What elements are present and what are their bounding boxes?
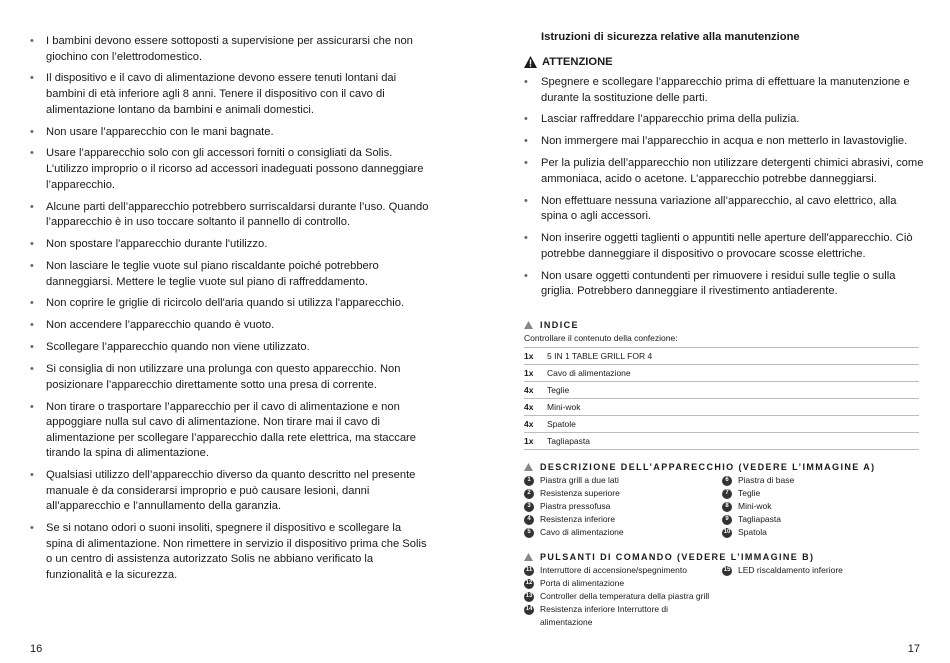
description-heading-label: DESCRIZIONE DELL’APPARECCHIO (VEDERE L’IMMAGINE A)	[540, 462, 876, 472]
number-badge: 3	[524, 502, 534, 512]
maintenance-bullet-list	[524, 75, 924, 306]
table-row	[524, 433, 919, 450]
contents-table	[524, 347, 919, 450]
qty-cell: 4x	[524, 416, 547, 433]
list-item: • Qualsiasi utilizzo dell’apparecchio diverso da quanto descritto nel presente manuale è da considerarsi improprio e può causare lesioni, danni all’apparecchio e l’annullamento della garanzia.	[30, 468, 430, 515]
list-item: • Alcune parti dell’apparecchio potrebbero surriscaldarsi durante l’uso. Quando l’apparecchio è in uso toccare soltanto il pannello di controllo.	[30, 200, 430, 231]
page-number: 17	[907, 643, 920, 655]
control-label: LED riscaldamento inferiore	[738, 565, 843, 575]
list-item: • I bambini devono essere sottoposti a supervisione per assicurarsi che non giochino con l’elettrodomestico.	[30, 34, 430, 65]
list-item: • Il dispositivo e il cavo di alimentazione devono essere tenuti lontani dai bambini di età inferiore agli 8 anni. Tenere il dispositivo con il cavo di alimentazione lontano da bambini e animali domestici.	[30, 71, 430, 118]
list-item	[722, 474, 922, 487]
list-item	[722, 513, 922, 526]
number-badge: 2	[524, 489, 534, 499]
qty-cell: 4x	[524, 399, 547, 416]
number-badge: 4	[524, 515, 534, 525]
number-badge: 13	[524, 592, 534, 602]
number-badge: 8	[722, 502, 732, 512]
triangle-icon	[524, 553, 533, 561]
number-badge: 14	[524, 605, 534, 615]
list-item: • Non effettuare nessuna variazione all’apparecchio, al cavo elettrico, alla spina o agli accessori.	[524, 194, 924, 225]
table-row	[524, 399, 919, 416]
list-item: • Non usare l’apparecchio con le mani bagnate.	[30, 125, 430, 141]
part-label: Resistenza inferiore	[540, 514, 616, 524]
number-badge: 9	[722, 515, 732, 525]
maintenance-title: Istruzioni di sicurezza relative alla manutenzione	[541, 31, 800, 43]
number-badge: 5	[524, 528, 534, 538]
controls-column-left	[524, 564, 719, 629]
number-badge: 6	[722, 476, 732, 486]
controls-heading	[524, 552, 814, 562]
index-heading	[524, 320, 579, 330]
part-label: Tagliapasta	[738, 514, 782, 524]
list-item	[524, 487, 719, 500]
part-label: Cavo di alimentazione	[540, 527, 624, 537]
item-cell: Spatole	[547, 416, 919, 433]
list-item	[524, 526, 719, 539]
index-subtitle: Controllare il contenuto della confezione:	[524, 333, 678, 343]
number-badge: 7	[722, 489, 732, 499]
part-label: Spatola	[738, 527, 767, 537]
control-label: Controller della temperatura della piastra grill	[540, 591, 710, 601]
list-item	[722, 487, 922, 500]
safety-bullet-list	[30, 34, 430, 590]
list-item: • Non spostare l'apparecchio durante l'utilizzo.	[30, 237, 430, 253]
table-row	[524, 382, 919, 399]
list-item	[722, 526, 922, 539]
warning-label: ATTENZIONE	[542, 56, 613, 68]
part-label: Resistenza superiore	[540, 488, 620, 498]
list-item: • Si consiglia di non utilizzare una prolunga con questo apparecchio. Non posizionare l’apparecchio direttamente sotto una presa di corrente.	[30, 362, 430, 393]
list-item: • Per la pulizia dell’apparecchio non utilizzare detergenti chimici abrasivi, come ammoniaca, acido o acetone. L’apparecchio potrebbe danneggiarsi.	[524, 156, 924, 187]
qty-cell: 1x	[524, 433, 547, 450]
warning-heading	[524, 56, 613, 68]
list-item: • Non coprire le griglie di ricircolo dell'aria quando si utilizza l'apparecchio.	[30, 296, 430, 312]
triangle-icon	[524, 321, 533, 329]
qty-cell: 1x	[524, 365, 547, 382]
table-row	[524, 365, 919, 382]
list-item	[524, 500, 719, 513]
list-item: • Non immergere mai l’apparecchio in acqua e non metterlo in lavastoviglie.	[524, 134, 924, 150]
list-item	[722, 500, 922, 513]
controls-heading-label: PULSANTI DI COMANDO (VEDERE L’IMMAGINE B)	[540, 552, 815, 562]
item-cell: 5 IN 1 TABLE GRILL FOR 4	[547, 348, 919, 365]
description-heading	[524, 462, 876, 472]
parts-column-right	[722, 474, 922, 539]
page-number: 16	[30, 643, 43, 655]
part-label: Piastra grill a due lati	[540, 475, 619, 485]
controls-column-right	[722, 564, 922, 577]
list-item	[524, 564, 719, 577]
list-item: • Spegnere e scollegare l’apparecchio prima di effettuare la manutenzione e durante la sostituzione delle parti.	[524, 75, 924, 106]
table-row	[524, 416, 919, 433]
list-item: • Non accendere l’apparecchio quando è vuoto.	[30, 318, 430, 334]
number-badge: 11	[524, 566, 534, 576]
part-label: Piastra pressofusa	[540, 501, 611, 511]
list-item: • Non lasciare le teglie vuote sul piano riscaldante poiché potrebbero danneggiarsi. Mettere le teglie vuote sul piano di raffreddamento.	[30, 259, 430, 290]
index-heading-label: INDICE	[540, 320, 579, 330]
number-badge: 15	[722, 566, 732, 576]
list-item: • Non tirare o trasportare l’apparecchio per il cavo di alimentazione e non appoggiare nulla sul cavo di alimentazione. Non tirare mai il cavo di alimentazione per scollegare l’apparecchio dalla rete elettrica, ma staccare tirando la spina di alimentazione.	[30, 400, 430, 462]
warning-icon	[524, 56, 537, 68]
item-cell: Tagliapasta	[547, 433, 919, 450]
part-label: Mini-wok	[738, 501, 772, 511]
list-item: • Lasciar raffreddare l’apparecchio prima della pulizia.	[524, 112, 924, 128]
parts-column-left	[524, 474, 719, 539]
list-item: • Scollegare l’apparecchio quando non viene utilizzato.	[30, 340, 430, 356]
qty-cell: 4x	[524, 382, 547, 399]
list-item	[722, 564, 922, 577]
qty-cell: 1x	[524, 348, 547, 365]
list-item: • Non inserire oggetti taglienti o appuntiti nelle aperture dell'apparecchio. Ciò potrebbe danneggiare il dispositivo o provocare scosse elettriche.	[524, 231, 924, 262]
part-label: Teglie	[738, 488, 761, 498]
item-cell: Teglie	[547, 382, 919, 399]
list-item: • Se si notano odori o suoni insoliti, spegnere il dispositivo e scollegare la spina di alimentazione. Non rimettere in servizio il dispositivo prima che Solis o un centro di assistenza autorizzato Solis ne abbiano verificato la funzionalità e la sicurezza.	[30, 521, 430, 583]
list-item	[524, 577, 719, 590]
list-item	[524, 590, 719, 603]
control-label: Interruttore di accensione/spegnimento	[540, 565, 687, 575]
list-item	[524, 474, 719, 487]
table-row	[524, 348, 919, 365]
item-cell: Mini-wok	[547, 399, 919, 416]
list-item: • Usare l’apparecchio solo con gli accessori forniti o consigliati da Solis. L’utilizzo improprio o il ricorso ad accessori inadeguati possono danneggiare l’apparecchio.	[30, 146, 430, 193]
part-label: Piastra di base	[738, 475, 795, 485]
control-label: Porta di alimentazione	[540, 578, 625, 588]
item-cell: Cavo di alimentazione	[547, 365, 919, 382]
number-badge: 1	[524, 476, 534, 486]
list-item	[524, 513, 719, 526]
control-label: Resistenza inferiore Interruttore di alimentazione	[540, 604, 669, 627]
number-badge: 12	[524, 579, 534, 589]
triangle-icon	[524, 463, 533, 471]
right-page	[475, 0, 950, 663]
list-item: • Non usare oggetti contundenti per rimuovere i residui sulle teglie o sulla griglia. Potrebbero danneggiare il rivestimento antiaderente.	[524, 269, 924, 300]
number-badge: 10	[722, 528, 732, 538]
list-item	[524, 603, 719, 629]
